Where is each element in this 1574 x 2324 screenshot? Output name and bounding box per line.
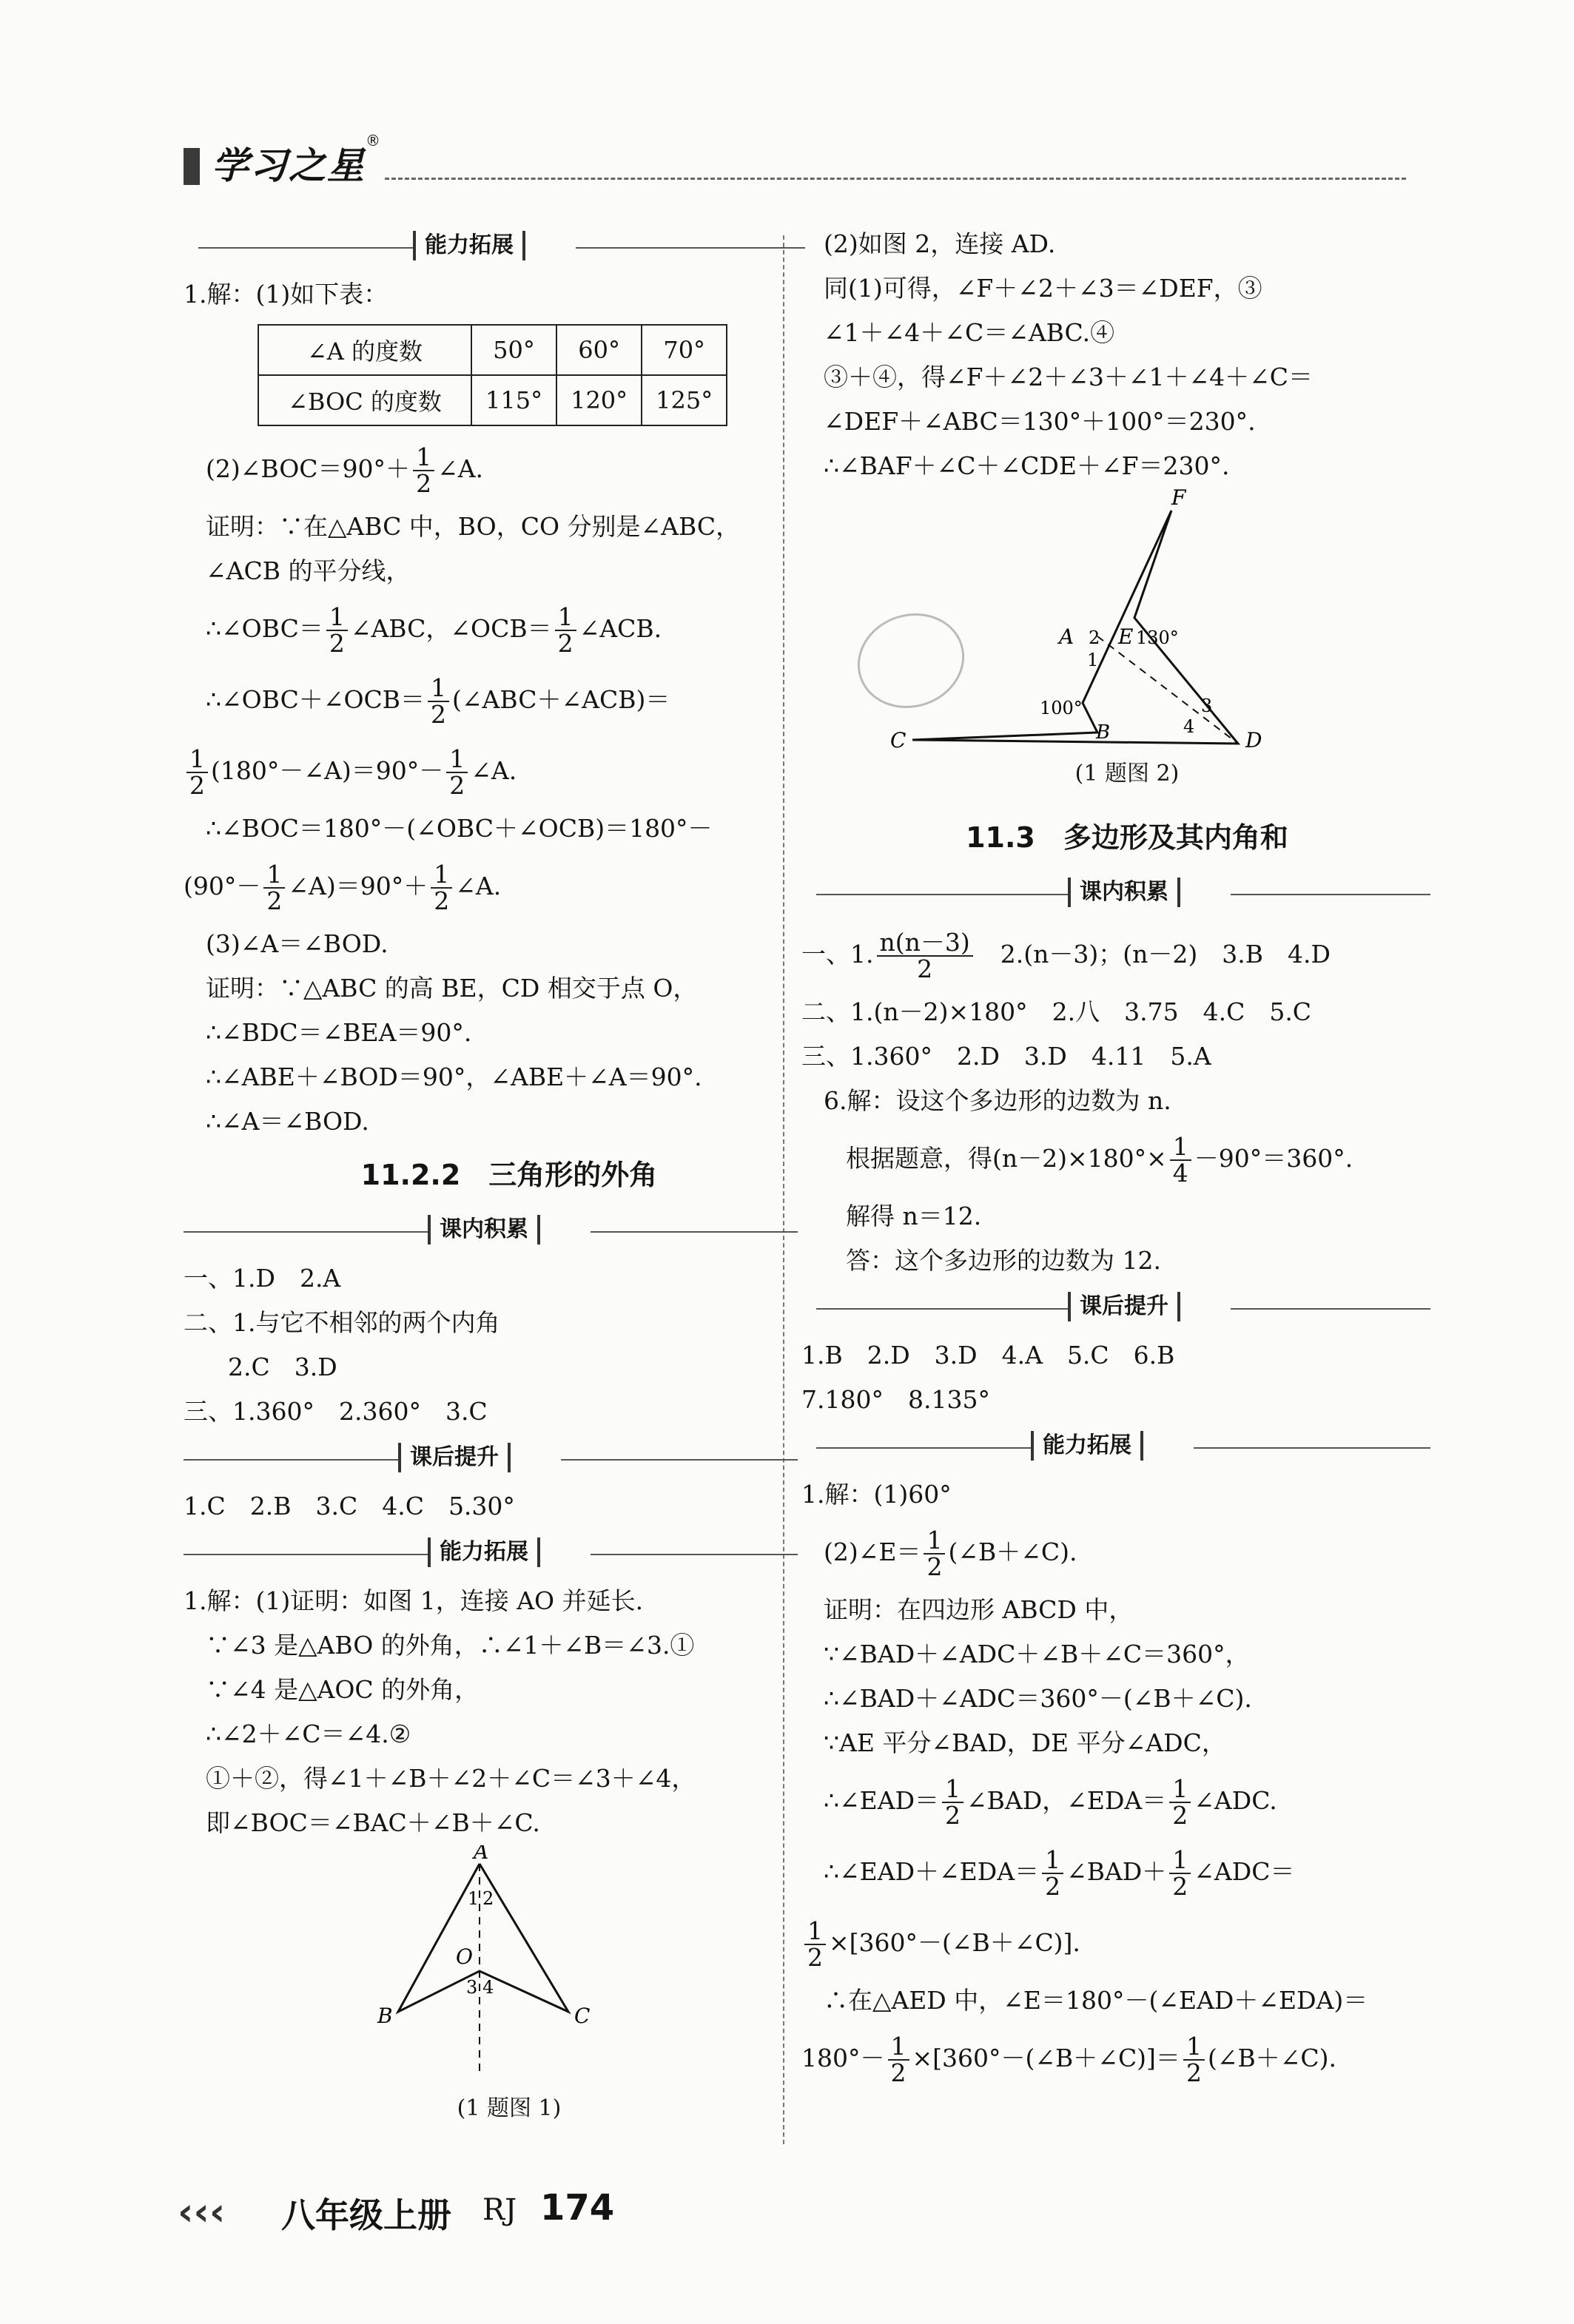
text-line: (90°－ $\frac{1}{2}$ ∠A)＝90°＋ $\frac{1}{2}$ ∠A. <box>184 860 502 915</box>
brand-logo: 学习之星 <box>212 144 366 187</box>
text-line: ③＋④，得∠F＋∠2＋∠3＋∠1＋∠4＋∠C＝ <box>824 363 1314 391</box>
fraction: $\frac{1}{2}$ <box>942 1776 963 1828</box>
text-line: 证明：∵△ABC 的高 BE，CD 相交于点 O， <box>206 974 698 1003</box>
section-header <box>801 1286 1453 1330</box>
text-line: 1.解：(1)60° <box>801 1480 952 1509</box>
page-number: 174 <box>540 2187 615 2229</box>
table-cell: 60° <box>556 325 642 375</box>
figure-1 <box>184 1845 835 2089</box>
left-column <box>184 222 835 2122</box>
table-row <box>258 375 727 425</box>
section-label: 课后提升 <box>398 1443 511 1472</box>
text-line: 1.解：(1)如下表： <box>184 280 389 309</box>
fraction: $\frac{n(n-3)}{2}$ <box>877 930 973 982</box>
table-cell: 50° <box>471 325 556 375</box>
text-line: ∴在△AED 中，∠E＝180°－(∠EAD＋∠EDA)＝ <box>824 1986 1368 2015</box>
label-b: B <box>377 2004 393 2028</box>
right-column <box>801 222 1453 2094</box>
text-line: ∵AE 平分∠BAD，DE 平分∠ADC， <box>824 1728 1226 1757</box>
text-line: ①＋②，得∠1＋∠B＋∠2＋∠C＝∠3＋∠4， <box>206 1764 696 1793</box>
angle-4: 4 <box>1183 716 1195 737</box>
text-line: 证明：∵在△ABC 中，BO，CO 分别是∠ABC， <box>206 512 741 541</box>
text-line: ∴∠BAF＋∠C＋∠CDE＋∠F＝230°. <box>824 451 1230 480</box>
text-line: ∴∠EAD＝ $\frac{1}{2}$ ∠BAD，∠EDA＝ $\frac{1}{2}$ ∠ADC. <box>824 1774 1277 1830</box>
fraction: $\frac{1}{2}$ <box>263 862 285 914</box>
table-cell: 115° <box>471 375 556 425</box>
footer-grade: 八年级上册 <box>281 2195 451 2235</box>
figure-caption: (1 题图 2) <box>1074 761 1180 787</box>
text-line: 1.B 2.D 3.D 4.A 5.C 6.B <box>801 1341 1175 1370</box>
text-line: 二、1.(n－2)×180° 2.八 3.75 4.C 5.C <box>801 997 1312 1026</box>
text-line: 答：这个多边形的边数为 12. <box>846 1246 1161 1275</box>
label-c: C <box>890 728 907 752</box>
angle-130: 130° <box>1136 627 1179 648</box>
section-header <box>801 1425 1453 1469</box>
text-line: 2.C 3.D <box>228 1353 337 1381</box>
header-bar <box>184 148 200 185</box>
fraction: $\frac{1}{2}$ <box>413 445 434 496</box>
fraction: $\frac{1}{2}$ <box>186 747 208 798</box>
fraction: $\frac{1}{2}$ <box>326 604 348 656</box>
text-line: (2)如图 2，连接 AD. <box>824 229 1056 258</box>
text-line: 一、1.D 2.A <box>184 1264 341 1293</box>
footer-arrows-icon: ‹‹‹ <box>178 2190 226 2234</box>
label-c: C <box>574 2004 591 2028</box>
table-row <box>258 325 727 375</box>
label-a: A <box>1059 624 1074 649</box>
text-line: 6.解：设这个多边形的边数为 n. <box>824 1086 1171 1115</box>
text-line: 同(1)可得，∠F＋∠2＋∠3＝∠DEF，③ <box>824 274 1262 303</box>
auxiliary-line <box>1097 636 1238 744</box>
text-line: ∴∠BAD＋∠ADC＝360°－(∠B＋∠C). <box>824 1684 1252 1713</box>
text-line: ∠DEF＋∠ABC＝130°＋100°＝230°. <box>824 407 1256 436</box>
section-header <box>184 1437 835 1481</box>
section-label: 课后提升 <box>1068 1292 1180 1321</box>
text-line: ∵∠3 是△ABO 的外角，∴∠1＋∠B＝∠3.① <box>206 1631 695 1660</box>
figure-1-diagram <box>184 1845 835 2082</box>
section-title: 11.3 多边形及其内角和 <box>966 821 1288 854</box>
label-o: O <box>456 1944 473 1969</box>
section-label: 课内积累 <box>428 1215 540 1244</box>
fraction: $\frac{1}{2}$ <box>555 604 576 656</box>
text-line: (3)∠A＝∠BOD. <box>206 929 389 958</box>
text-line: 二、1.与它不相邻的两个内角 <box>184 1308 500 1337</box>
text-line: 三、1.360° 2.D 3.D 4.11 5.A <box>801 1042 1211 1071</box>
text-line: (2)∠E＝ $\frac{1}{2}$ (∠B＋∠C). <box>824 1526 1077 1581</box>
section-header <box>184 225 835 269</box>
figure-caption: (1 题图 1) <box>457 2095 562 2121</box>
angle-3: 3 <box>1201 695 1213 716</box>
text-line: ∠ACB 的平分线， <box>206 556 411 585</box>
angle-2: 2 <box>1089 627 1100 648</box>
text-line: ∴∠ABE＋∠BOD＝90°，∠ABE＋∠A＝90°. <box>206 1062 702 1091</box>
text-line: 1.C 2.B 3.C 4.C 5.30° <box>184 1492 515 1520</box>
figure-2-diagram <box>801 488 1453 755</box>
section-header <box>184 1532 835 1576</box>
fraction: $\frac{1}{2}$ <box>431 862 452 914</box>
table-cell: 70° <box>642 325 727 375</box>
fraction: $\frac{1}{2}$ <box>1042 1848 1063 1899</box>
text-line: ∴∠OBC＝ $\frac{1}{2}$ ∠ABC，∠OCB＝ $\frac{1}{2}$ ∠ACB. <box>206 602 662 658</box>
label-e: E <box>1118 624 1134 649</box>
section-title: 11.2.2 三角形的外角 <box>360 1159 658 1191</box>
fraction: $\frac{1}{2}$ <box>888 2034 909 2086</box>
fraction: $\frac{1}{2}$ <box>428 676 449 727</box>
angle-2: 2 <box>482 1888 494 1909</box>
registered-mark: ® <box>366 132 380 149</box>
text-line: ∴∠2＋∠C＝∠4.② <box>206 1720 411 1748</box>
text-line: ∴∠BDC＝∠BEA＝90°. <box>206 1018 472 1047</box>
section-label: 能力拓展 <box>428 1537 540 1567</box>
text-line: 三、1.360° 2.360° 3.C <box>184 1397 488 1426</box>
text-line: ∴∠EAD＋∠EDA＝ $\frac{1}{2}$ ∠BAD＋ $\frac{1}{2}$ ∠ADC＝ <box>824 1845 1295 1901</box>
label-a: A <box>474 1845 489 1864</box>
table-cell: 125° <box>642 375 727 425</box>
answer-table <box>258 324 727 426</box>
footer-edition: RJ <box>482 2193 517 2227</box>
angle-4: 4 <box>482 1977 494 1998</box>
header-divider <box>385 178 1406 180</box>
section-header <box>184 1209 835 1253</box>
label-d: D <box>1245 728 1262 752</box>
angle-100: 100° <box>1040 698 1083 718</box>
text-line: ∴∠A＝∠BOD. <box>206 1107 369 1136</box>
fraction: $\frac{1}{4}$ <box>1170 1134 1191 1186</box>
section-label: 课内积累 <box>1068 878 1180 907</box>
text-line: 一、1. $\frac{n(n-3)}{2}$ 2.(n－3)；(n－2) 3.B 4.D <box>801 928 1331 983</box>
table-cell: 120° <box>556 375 642 425</box>
fraction: $\frac{1}{2}$ <box>1169 1776 1191 1828</box>
fraction: $\frac{1}{2}$ <box>804 1919 826 1970</box>
text-line: $\frac{1}{2}$ ×[360°－(∠B＋∠C)]. <box>801 1907 1453 1978</box>
text-line: ∵∠BAD＋∠ADC＋∠B＋∠C＝360°， <box>824 1640 1250 1668</box>
text-line: 证明：在四边形 ABCD 中， <box>824 1595 1134 1624</box>
text-line: $\frac{1}{2}$ (180°－∠A)＝90°－ $\frac{1}{2}$ ∠A. <box>184 735 835 806</box>
text-line: 即∠BOC＝∠BAC＋∠B＋∠C. <box>206 1808 540 1837</box>
section-label: 能力拓展 <box>1031 1431 1143 1461</box>
section-header <box>801 872 1453 916</box>
fraction: $\frac{1}{2}$ <box>924 1528 945 1580</box>
section-label: 能力拓展 <box>413 231 525 260</box>
table-cell: ∠BOC 的度数 <box>258 375 471 425</box>
angle-1: 1 <box>1087 650 1099 670</box>
label-b: B <box>1096 721 1111 744</box>
table-cell: ∠A 的度数 <box>258 325 471 375</box>
text-line: ∠1＋∠4＋∠C＝∠ABC.④ <box>824 318 1115 347</box>
text-line: 解得 n＝12. <box>846 1202 982 1230</box>
text-line: ∴∠BOC＝180°－(∠OBC＋∠OCB)＝180°－ <box>206 814 713 843</box>
text-line: ∴∠OBC＋∠OCB＝ $\frac{1}{2}$ (∠ABC＋∠ACB)＝ <box>206 673 670 729</box>
fraction: $\frac{1}{2}$ <box>1169 1848 1191 1899</box>
angle-3: 3 <box>466 1977 478 1998</box>
fraction: $\frac{1}{2}$ <box>1183 2034 1205 2086</box>
fraction: $\frac{1}{2}$ <box>446 747 468 798</box>
figure-2 <box>801 488 1453 755</box>
text-line: 180°－ $\frac{1}{2}$ ×[360°－(∠B＋∠C)]＝ $\frac{1}{2}$ (∠B＋∠C). <box>801 2032 1336 2087</box>
text-line: 7.180° 8.135° <box>801 1385 990 1414</box>
label-f: F <box>1171 488 1186 510</box>
text-line: 1.解：(1)证明：如图 1，连接 AO 并延长. <box>184 1586 644 1615</box>
angle-1: 1 <box>468 1888 480 1909</box>
text-line: 根据题意，得(n－2)×180°× $\frac{1}{4}$ －90°＝360°. <box>846 1132 1353 1188</box>
text-line: (2)∠BOC＝90°＋ $\frac{1}{2}$ ∠A. <box>206 442 484 498</box>
text-line: ∵∠4 是△AOC 的外角， <box>206 1675 480 1704</box>
